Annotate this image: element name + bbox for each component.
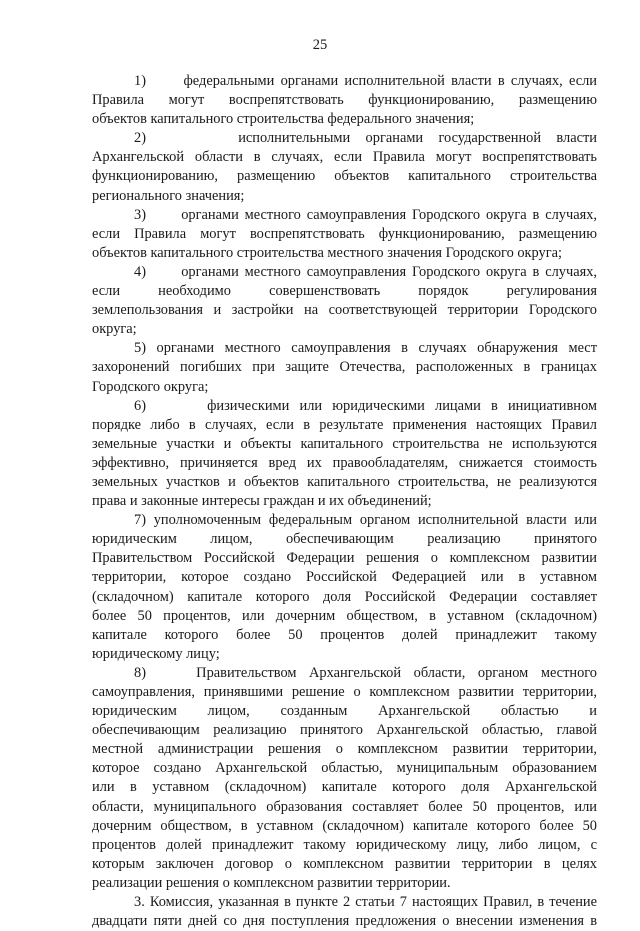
text-line: 3. Комиссия, указанная в пункте 2 статьи 7 настоящих Правил, в течение xyxy=(134,894,597,911)
text-line: более 50 процентов, или дочерним обществом, в уставном (складочном) xyxy=(92,607,597,624)
text-line: захоронений погибших при защите Отечества, расположенных в границах xyxy=(92,359,597,376)
text-line: Правительством Российской Федерации решения о комплексном развитии xyxy=(92,550,597,567)
text-line: области, муниципального образования составляет более 50 процентов, или xyxy=(92,798,597,815)
text-line: дочерним обществом, в уставном (складочном) капитале которого более 50 xyxy=(92,817,597,834)
text-line: объектов капитального строительства федерального значения; xyxy=(92,111,475,128)
text-line: капитале которого более 50 процентов долей принадлежит такому xyxy=(92,626,597,643)
text-line: процентов долей принадлежит такому юридическому лицу, либо лицом, с xyxy=(92,836,597,853)
text-line: местной администрации решения о комплексном развитии территории, xyxy=(92,741,597,758)
text-line: юридическому лицу; xyxy=(92,645,220,662)
text-line: Архангельской области в случаях, если Правила могут воспрепятствовать xyxy=(92,149,597,166)
text-line: регионального значения; xyxy=(92,187,245,204)
text-line: которым заключен договор о комплексном развитии территории в целях xyxy=(92,855,597,872)
text-line: обеспечивающим реализацию принятого Архангельской областью, главой xyxy=(92,722,597,739)
text-line: порядке либо в случаях, если в результате применения настоящих Правил xyxy=(92,416,597,433)
text-line: объектов капитального строительства местного значения Городского округа; xyxy=(92,244,563,261)
paragraph xyxy=(92,397,597,512)
text-line: функционированию, размещению объектов капитального строительства xyxy=(92,168,597,185)
text-line: территории, которое создано Российской Федерацией или в уставном xyxy=(92,569,597,586)
text-line: земельные участки и объекты капитального строительства не используются xyxy=(92,435,597,452)
text-line: которое создано Архангельской областью, муниципальным образованием xyxy=(92,760,597,777)
text-line: 1) федеральными органами исполнительной власти в случаях, если xyxy=(134,73,597,89)
paragraph xyxy=(92,339,597,396)
text-line: 5) органами местного самоуправления в случаях обнаружения мест xyxy=(134,340,597,357)
paragraph xyxy=(92,206,597,263)
text-line: землепользования и застройки на соответствующей территории Городского xyxy=(92,302,597,319)
paragraph xyxy=(92,664,597,893)
text-line: права и законные интересы граждан и их объединений; xyxy=(92,493,432,510)
text-line: двадцати пяти дней со дня поступления предложения о внесении изменения в xyxy=(92,913,597,930)
paragraph xyxy=(92,129,597,205)
text-line: 3) органами местного самоуправления Городского округа в случаях, xyxy=(134,206,597,223)
document-body xyxy=(92,72,597,931)
text-line: 6) физическими или юридическими лицами в инициативном xyxy=(134,397,597,414)
text-line: Правила могут воспрепятствовать функционированию, размещению xyxy=(92,92,597,109)
text-line: если Правила могут воспрепятствовать функционированию, размещению xyxy=(92,225,597,242)
text-line: (складочном) капитале которого доля Российской Федерации составляет xyxy=(92,588,597,605)
paragraph xyxy=(92,72,597,129)
text-line: самоуправления, принявшими решение о комплексном развитии территории, xyxy=(92,684,597,700)
text-line: юридическим лицом, обеспечивающим реализацию принятого xyxy=(92,531,597,548)
paragraph xyxy=(92,263,597,339)
text-line: земельных участков и объектов капитального строительства, не реализуются xyxy=(92,473,597,490)
text-line: юридическим лицом, созданным Архангельской областью и xyxy=(92,703,597,720)
text-line: 8) Правительством Архангельской области, органом местного xyxy=(134,664,597,681)
paragraph xyxy=(92,893,597,931)
page-number: 25 xyxy=(312,37,328,53)
paragraph xyxy=(92,511,597,664)
text-line: если необходимо совершенствовать порядок регулирования xyxy=(92,283,597,300)
text-line: 7) уполномоченным федеральным органом исполнительной власти или xyxy=(134,512,597,529)
text-line: 2) исполнительными органами государственной власти xyxy=(134,130,597,147)
text-line: или в уставном (складочном) капитале которого доля Архангельской xyxy=(92,779,597,796)
text-line: эффективно, причиняется вред их правообладателям, снижается стоимость xyxy=(92,454,597,471)
text-line: округа; xyxy=(92,321,137,338)
text-line: 4) органами местного самоуправления Городского округа в случаях, xyxy=(134,263,597,280)
text-line: реализации решения о комплексном развитии территории. xyxy=(92,874,451,891)
text-line: Городского округа; xyxy=(92,378,209,395)
